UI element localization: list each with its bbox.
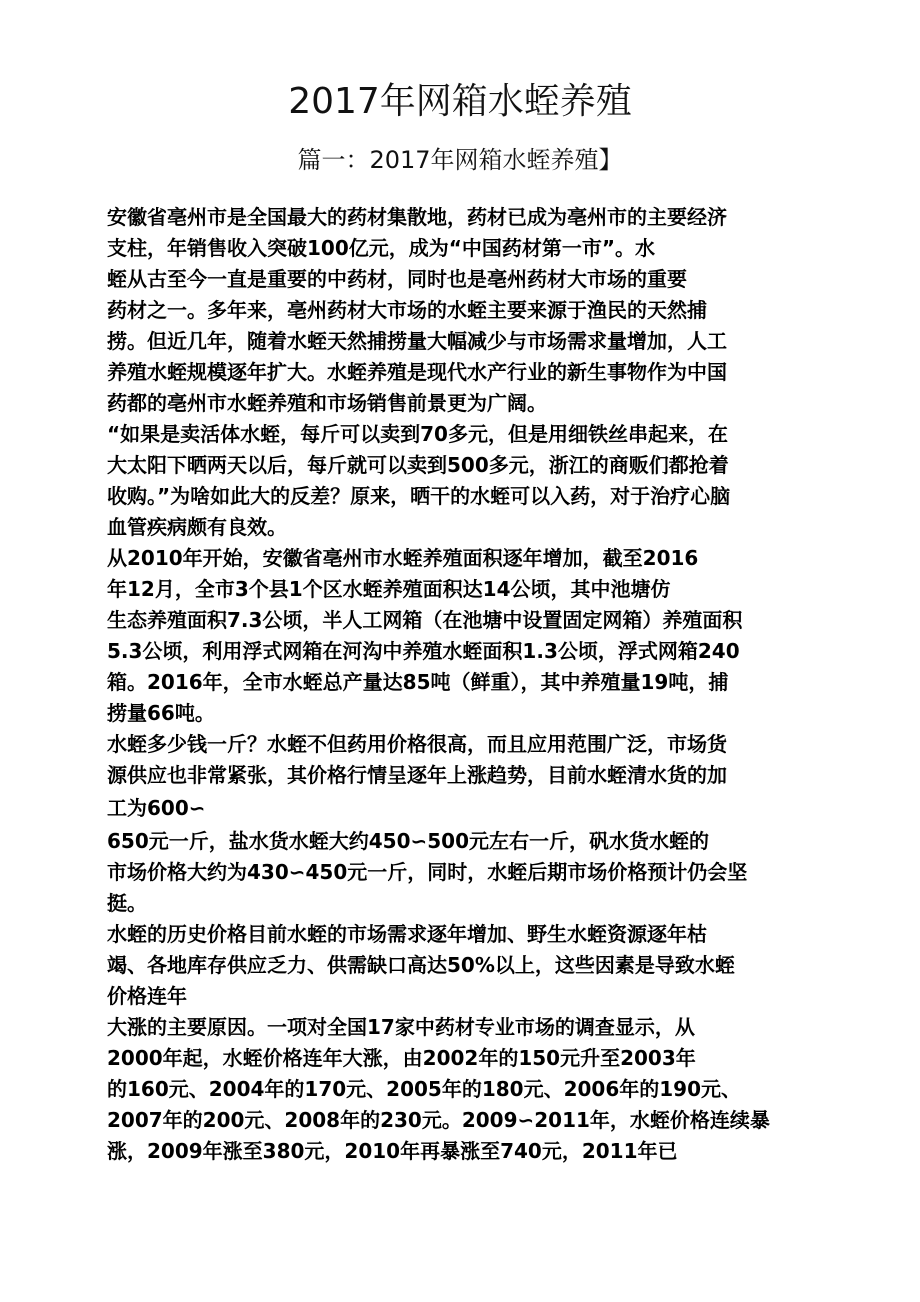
text-line: 收购。”为啥如此大的反差？原来，晒干的水蛭可以入药，对于治疗心脑 xyxy=(107,484,731,508)
text-line: 生态养殖面积7.3公顷，半人工网箱（在池塘中设置固定网箱）养殖面积 xyxy=(107,608,743,632)
document-title: 2017年网箱水蛭养殖 xyxy=(288,81,632,122)
document-body xyxy=(107,202,839,1167)
text-line: 市场价格大约为430∽450元一斤，同时，水蛭后期市场价格预计仍会坚 xyxy=(107,860,748,884)
text-line: 大太阳下晒两天以后，每斤就可以卖到500多元，浙江的商贩们都抢着 xyxy=(107,453,729,477)
text-line: 药材之一。多年来，亳州药材大市场的水蛭主要来源于渔民的天然捕 xyxy=(107,298,707,322)
text-line: 竭、各地库存供应乏力、供需缺口高达50%以上，这些因素是导致水蛭 xyxy=(107,953,735,977)
text-line: 捞量66吨。 xyxy=(107,701,215,725)
text-line: “如果是卖活体水蛭，每斤可以卖到70多元，但是用细铁丝串起来，在 xyxy=(107,422,728,446)
text-line: 从2010年开始，安徽省亳州市水蛭养殖面积逐年增加，截至2016 xyxy=(107,546,699,570)
text-line: 水蛭的历史价格目前水蛭的市场需求逐年增加、野生水蛭资源逐年枯 xyxy=(107,922,707,946)
text-line: 血管疾病颇有良效。 xyxy=(107,515,287,539)
text-line: 支柱，年销售收入突破100亿元，成为“中国药材第一市”。水 xyxy=(107,236,656,260)
text-line: 挺。 xyxy=(107,891,147,915)
text-line: 源供应也非常紧张，其价格行情呈逐年上涨趋势，目前水蛭清水货的加 xyxy=(107,763,727,787)
text-line: 工为600∽ xyxy=(107,796,206,820)
text-line: 2007年的200元、2008年的230元。2009∽2011年，水蛭价格连续暴 xyxy=(107,1108,770,1132)
text-line: 安徽省亳州市是全国最大的药材集散地，药材已成为亳州市的主要经济 xyxy=(107,205,727,229)
text-line: 水蛭多少钱一斤？水蛭不但药用价格很高，而且应用范围广泛，市场货 xyxy=(107,732,727,756)
text-line: 箱。2016年，全市水蛭总产量达85吨（鲜重），其中养殖量19吨，捕 xyxy=(107,670,729,694)
text-line: 捞。但近几年，随着水蛭天然捕捞量大幅减少与市场需求量增加，人工 xyxy=(107,329,727,353)
text-line: 年12月，全市3个县1个区水蛭养殖面积达14公顷，其中池塘仿 xyxy=(107,577,671,601)
text-line: 5.3公顷，利用浮式网箱在河沟中养殖水蛭面积1.3公顷，浮式网箱240 xyxy=(107,639,740,663)
text-line: 养殖水蛭规模逐年扩大。水蛭养殖是现代水产行业的新生事物作为中国 xyxy=(107,360,727,384)
text-line: 药都的亳州市水蛭养殖和市场销售前景更为广阔。 xyxy=(107,391,547,415)
document-subtitle: 篇一：2017年网箱水蛭养殖】 xyxy=(297,146,623,174)
text-line: 的160元、2004年的170元、2005年的180元、2006年的190元、 xyxy=(107,1077,741,1101)
text-line: 涨，2009年涨至380元，2010年再暴涨至740元，2011年已 xyxy=(107,1139,678,1163)
text-line: 650元一斤，盐水货水蛭大约450∽500元左右一斤，矾水货水蛭的 xyxy=(107,829,710,853)
text-line: 大涨的主要原因。一项对全国17家中药材专业市场的调查显示，从 xyxy=(107,1015,695,1039)
text-line: 2000年起，水蛭价格连年大涨，由2002年的150元升至2003年 xyxy=(107,1046,696,1070)
text-line: 蛭从古至今一直是重要的中药材，同时也是亳州药材大市场的重要 xyxy=(107,267,687,291)
text-line: 价格连年 xyxy=(107,984,187,1008)
